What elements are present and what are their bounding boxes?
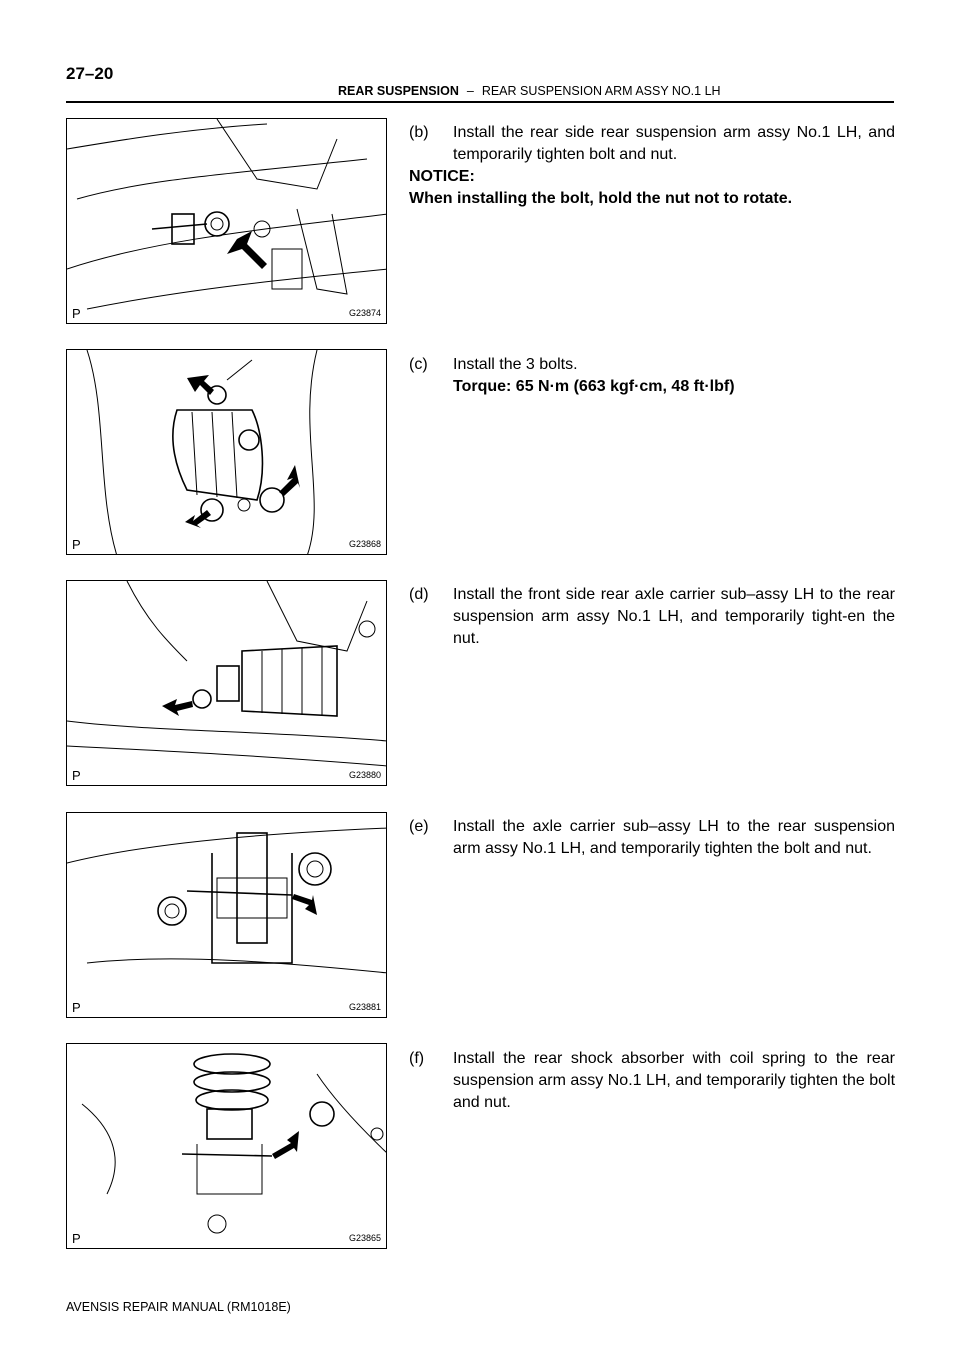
- header-separator: –: [466, 84, 474, 98]
- step-c-text: Install the 3 bolts.: [453, 356, 578, 373]
- step-d-label: (d): [409, 586, 429, 603]
- page-number: 27–20: [66, 64, 114, 83]
- figure-1-illustration: [67, 119, 387, 324]
- step-d: [409, 584, 895, 650]
- header-title: [338, 84, 721, 98]
- figure-5: [66, 1043, 387, 1249]
- subsection-title: REAR SUSPENSION ARM ASSY NO.1 LH: [481, 84, 721, 98]
- step-d-text: Install the front side rear axle carrier sub–assy LH to the rear suspension arm assy No.1 LH, and temporarily tight-en the nut.: [453, 586, 895, 647]
- header-rule: [66, 101, 894, 103]
- figure-3-label: P: [72, 768, 81, 783]
- figure-2: [66, 349, 387, 555]
- figure-3-illustration: [67, 581, 387, 786]
- figure-4-arrow: [292, 894, 317, 915]
- step-f-text: Install the rear shock absorber with coil spring to the rear suspension arm assy No.1 LH, and temporarily tighten the bolt and nut.: [453, 1050, 896, 1111]
- notice-text: When installing the bolt, hold the nut not to rotate.: [409, 190, 793, 207]
- step-f-label: (f): [409, 1050, 425, 1067]
- figure-1: [66, 118, 387, 324]
- figure-1-id: G23874: [348, 308, 381, 318]
- section-title: REAR SUSPENSION: [338, 84, 459, 98]
- step-c-label: (c): [409, 356, 428, 373]
- notice-heading: NOTICE:: [409, 168, 475, 185]
- figure-2-illustration: [67, 350, 387, 555]
- step-b-label: (b): [409, 124, 429, 141]
- figure-4: [66, 812, 387, 1018]
- figure-5-id: G23865: [348, 1233, 381, 1243]
- figure-3: [66, 580, 387, 786]
- figure-2-label: P: [72, 537, 81, 552]
- step-e: [409, 816, 895, 860]
- figure-4-label: P: [72, 1000, 81, 1015]
- figure-3-id: G23880: [348, 770, 381, 780]
- figure-1-label: P: [72, 306, 81, 321]
- figure-2-arrow-top: [187, 375, 214, 395]
- figure-5-arrow: [272, 1131, 299, 1159]
- figure-5-label: P: [72, 1231, 81, 1246]
- footer-text: AVENSIS REPAIR MANUAL (RM1018E): [66, 1300, 291, 1314]
- step-b-text: Install the rear side rear suspension arm assy No.1 LH, and temporarily tighten bolt and nut.: [453, 124, 895, 163]
- step-b: [409, 122, 895, 210]
- step-f: [409, 1048, 895, 1114]
- step-e-text: Install the axle carrier sub–assy LH to the rear suspension arm assy No.1 LH, and temporarily tighten the bolt and nut.: [453, 818, 895, 857]
- figure-5-illustration: [67, 1044, 387, 1249]
- step-e-label: (e): [409, 818, 429, 835]
- step-c: [409, 354, 895, 398]
- figure-2-arrow-right: [279, 465, 300, 496]
- torque-spec: Torque: 65 N·m (663 kgf·cm, 48 ft·lbf): [453, 378, 735, 395]
- figure-2-id: G23868: [348, 539, 381, 549]
- figure-4-illustration: [67, 813, 387, 1018]
- figure-4-id: G23881: [348, 1002, 381, 1012]
- figure-3-arrow: [162, 699, 193, 716]
